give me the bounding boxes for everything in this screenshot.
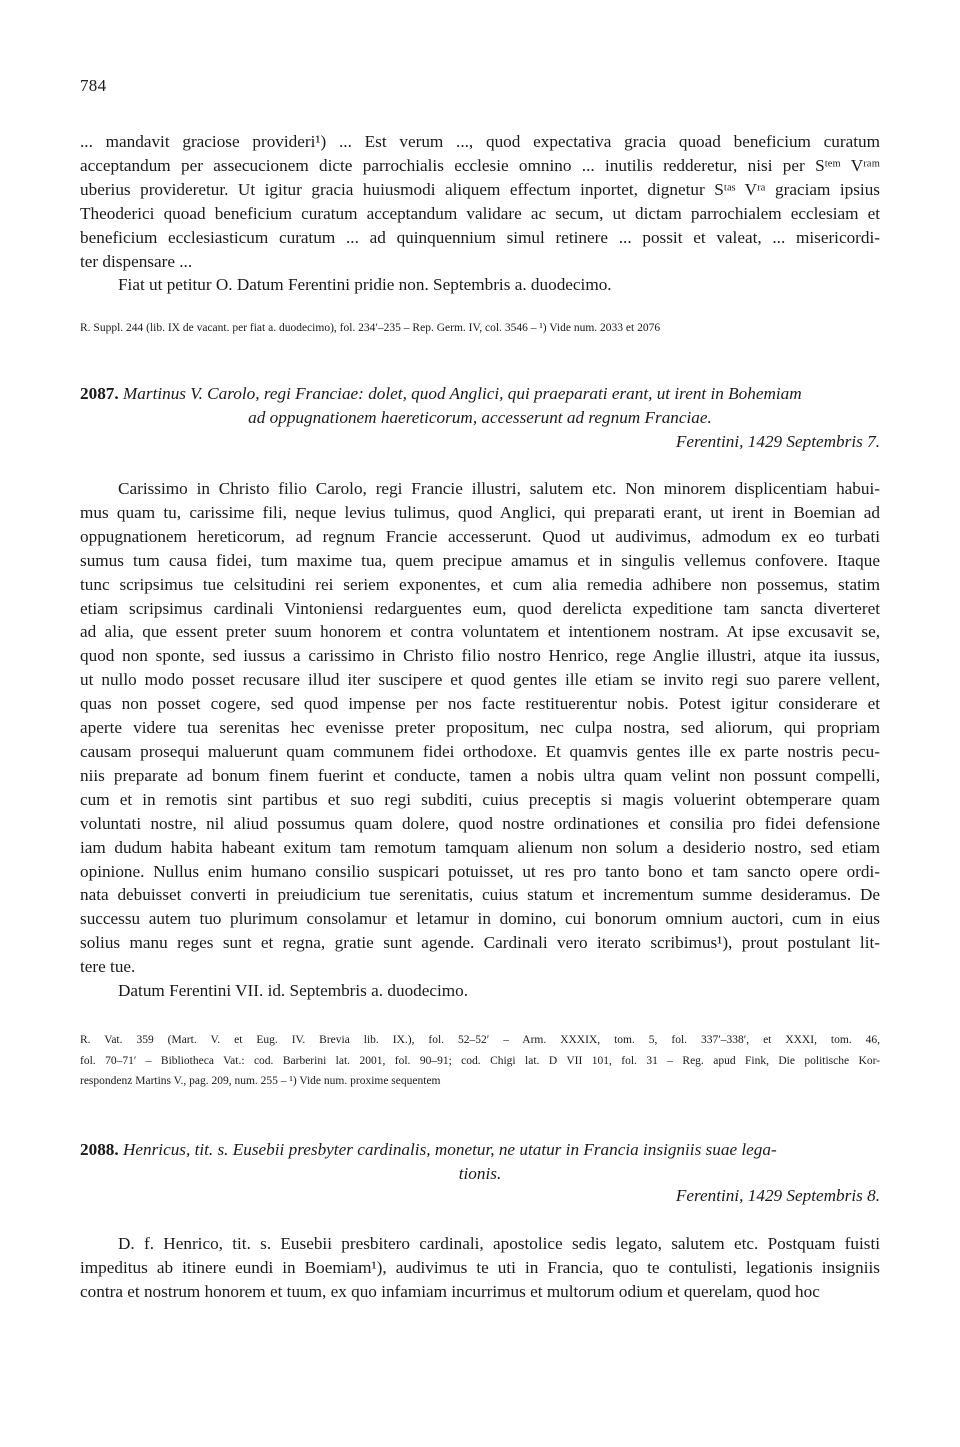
text-line: impeditus ab itinere eundi in Boemiam¹), audivimus te uti in Francia, quo te contulisti, legationis insigniis bbox=[80, 1257, 880, 1277]
doc-2087-dateline: Ferentini, 1429 Septembris 7. bbox=[675, 432, 880, 451]
doc-2088-number: 2088. bbox=[80, 1140, 119, 1159]
text-line: quas non posset cogere, sed quod impense per nos facte restituerentur nobis. Potest igitur considerare et bbox=[80, 694, 880, 714]
doc-2087-number: 2087. bbox=[80, 384, 119, 403]
text-line: beneficium ecclesiasticum curatum ... ad quinquennium simul retinere ... possit et valeat, ... misericordi- bbox=[80, 227, 880, 247]
text-line: ... mandavit graciose provideri¹) ... Est verum ..., quod expectativa gracia quoad beneficium curatum bbox=[80, 132, 880, 151]
footnote-line: R. Vat. 359 (Mart. V. et Eug. IV. Brevia lib. IX.), fol. 52–52′ – Arm. XXXIX, tom. 5, fol. 337′–338′, et XXXI, tom. 46, bbox=[80, 1034, 880, 1046]
footnote-line: respondenz Martins V., pag. 209, num. 255 – ¹) Vide num. proxime sequentem bbox=[80, 1075, 441, 1087]
text-line: successu autem tuo plurimum consolamur et letamur in domino, cui bonorum omnium auctori, cum in eius bbox=[80, 909, 880, 929]
continuation-text bbox=[80, 130, 880, 297]
page-number: 784 bbox=[80, 76, 107, 95]
text-line: solius manu reges sunt et regna, gratie sunt agende. Cardinali vero iterato scribimus¹), prout postulant lit- bbox=[80, 933, 880, 953]
text-line: sumus tum causa fidei, tum maxime tua, quem precipue amamus et in singulis vellemus confovere. Itaque bbox=[80, 550, 880, 570]
text-line: ut nullo modo posset recusare illud iter suscipere et quod gentes ille etiam se invito regi suo parere vellent, bbox=[80, 670, 880, 690]
text-line: acceptandum per assecucionem dicte parrochialis ecclesie omnino ... inutilis redderetur, nisi per Sᵗᵉᵐ Vʳᵃᵐ bbox=[80, 155, 880, 175]
text-line: cum et in remotis sint partibus et suo regi subditi, cuius preceptis si magis voluerint obtemperare quam bbox=[80, 789, 880, 809]
footnote-line: fol. 70–71′ – Bibliotheca Vat.: cod. Barberini lat. 2001, fol. 90–91; cod. Chigi lat. D VII 101, fol. 31 – Reg. apud Fink, Die politische Kor- bbox=[80, 1054, 880, 1067]
text-line: D. f. Henrico, tit. s. Eusebii presbitero cardinali, apostolice sedis legato, salutem etc. Postquam fuisti bbox=[118, 1234, 880, 1253]
doc-2088-summary-line2: tionis. bbox=[458, 1163, 502, 1183]
text-line: quod non sponte, sed iussus a carissimo in Christo filio nostro Henrico, rege Anglie illustri, atque ita iussus, bbox=[80, 646, 880, 666]
text-line: ad alia, que essent preter suum honorem et contra voluntatem et intentionem nostram. At ipse excusavit se, bbox=[80, 622, 880, 642]
text-line: nata debuisset converti in preiudicium tue serenitatis, cuius statum et incrementum summe desideramus. De bbox=[80, 885, 880, 905]
text-line: etiam scripsimus cardinali Vintoniensi redarguentes eum, quod derelicta expeditione tam sancta diverteret bbox=[80, 598, 880, 618]
doc-2087-summary-line2: ad oppugnationem haereticorum, accesserunt ad regnum Franciae. bbox=[248, 407, 712, 427]
text-line: tunc scripsimus tue celsitudini rei seriem exponentes, et cum alia remedia adhibere non possemus, statim bbox=[80, 574, 880, 594]
doc-2088-dateline: Ferentini, 1429 Septembris 8. bbox=[675, 1186, 880, 1205]
doc-2087-summary-line1: Martinus V. Carolo, regi Franciae: dolet, quod Anglici, qui praeparati erant, ut irent in Bohemiam bbox=[122, 384, 802, 403]
doc-2088-body bbox=[80, 1232, 880, 1304]
text-line: voluntati nostre, nil aliud possumus quam dolere, quod nostre ordinationes et consilia pro fidei defensione bbox=[80, 813, 880, 833]
doc-2087-heading bbox=[80, 382, 880, 430]
text-line: contra et nostrum honorem et tuum, ex quo infamiam incurrimus et multorum odium et querelam, quod hoc bbox=[80, 1281, 820, 1301]
text-line: opinione. Nullus enim humano consilio suspicari potuisset, ut res pro tanto bono et tam sancto opere ordi- bbox=[80, 861, 880, 881]
continuation-footnote: R. Suppl. 244 (lib. IX de vacant. per fiat a. duodecimo), fol. 234′–235 – Rep. Germ. IV, col. 3546 – ¹) Vide num. 2033 et 2076 bbox=[80, 322, 661, 334]
text-line: causam prosequi maluerunt quam communem fidei orthodoxe. Et quamvis gentes ille ex parte nostris pecu- bbox=[80, 741, 880, 761]
datum-line: Datum Ferentini VII. id. Septembris a. duodecimo. bbox=[118, 981, 469, 1001]
fiat-line: Fiat ut petitur O. Datum Ferentini pridie non. Septembris a. duodecimo. bbox=[118, 275, 612, 295]
text-line: niis preparate ad bonum finem fuerint et conducte, tamen a nobis ultra quam velint non possunt compelli, bbox=[80, 765, 880, 785]
doc-2087-footnote bbox=[80, 1030, 880, 1092]
text-line: tere tue. bbox=[80, 957, 136, 977]
text-line: aperte videre tua serenitas hec evenisse preter propositum, nec culpa nostra, sed aliorum, qui propriam bbox=[80, 718, 880, 738]
doc-2088-summary-line1: Henricus, tit. s. Eusebii presbyter cardinalis, monetur, ne utatur in Francia insigniis suae lega- bbox=[122, 1140, 777, 1159]
doc-2087-body bbox=[80, 477, 880, 1003]
text-line: Carissimo in Christo filio Carolo, regi Francie illustri, salutem etc. Non minorem displicentiam habui- bbox=[118, 479, 880, 498]
text-line: iam dudum habita habeant exitum tam remotum tamquam alienum non solum a desiderio nostro, sed etiam bbox=[80, 837, 880, 857]
doc-2088-heading bbox=[80, 1138, 880, 1186]
text-line: mus quam tu, carissime fili, neque levius tulimus, quod Anglici, qui preparati erant, ut irent in Boemian ad bbox=[80, 502, 880, 522]
document-page bbox=[80, 0, 880, 1447]
text-line: Theoderici quoad beneficium curatum acceptandum validare ac secum, ut dictam parrochialem ecclesiam et bbox=[80, 203, 880, 223]
text-line: oppugnationem hereticorum, ad regnum Francie accesserunt. Quod ut audivimus, admodum ex eo turbati bbox=[80, 526, 880, 546]
text-line: ter dispensare ... bbox=[80, 251, 193, 271]
text-line: uberius provideretur. Ut igitur gracia huiusmodi aliquem effectum inportet, dignetur Sᵗᵃˢ Vʳᵃ graciam ipsius bbox=[80, 179, 880, 199]
